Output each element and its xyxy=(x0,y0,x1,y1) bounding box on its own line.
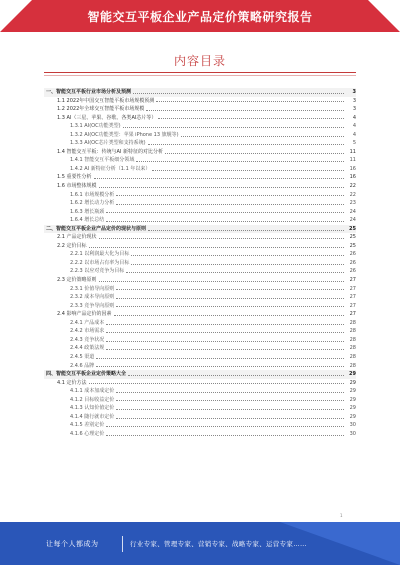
toc-entry-page: 27 xyxy=(349,285,356,292)
toc-leader-dots xyxy=(116,392,344,393)
toc-entry[interactable] xyxy=(44,387,356,396)
toc-entry-label: 2.3 定价策略原则 xyxy=(57,277,97,284)
toc-entry-page: 27 xyxy=(349,302,356,309)
toc-entry-label: 1.6 市场整体规模 xyxy=(57,183,97,190)
toc-entry-label: 2.3.1 价值导向原则 xyxy=(70,285,115,292)
toc-entry-page: 29 xyxy=(349,396,356,403)
toc-entry[interactable] xyxy=(44,302,356,311)
toc-entry[interactable] xyxy=(44,396,356,405)
toc-entry[interactable] xyxy=(44,114,356,123)
toc-leader-dots xyxy=(158,118,344,119)
toc-entry[interactable] xyxy=(44,413,356,422)
toc-entry[interactable] xyxy=(44,165,356,174)
toc-entry[interactable] xyxy=(44,122,356,131)
toc-leader-dots xyxy=(89,383,344,384)
toc-entry[interactable] xyxy=(44,259,356,268)
toc-leader-dots xyxy=(116,204,344,205)
toc-entry[interactable] xyxy=(44,344,356,353)
toc-entry[interactable] xyxy=(44,370,356,379)
toc-entry-page: 27 xyxy=(349,294,356,301)
toc-entry-label: 1.3.2 AI(OC功能类型：苹果 iPhone 13 旗舰等) xyxy=(70,131,179,138)
toc-entry-page: 4 xyxy=(352,114,356,121)
toc-entry-label: 1.6.1 市场规模分析 xyxy=(70,191,115,198)
toc-top-rule xyxy=(44,72,356,73)
footer-banner xyxy=(0,522,400,565)
toc-entry-label: 1.5 重要性分析 xyxy=(57,174,92,181)
toc-entry-label: 2.2.1 以利润最大化为目标 xyxy=(70,251,130,258)
toc-leader-dots xyxy=(181,136,344,137)
toc-entry[interactable] xyxy=(44,233,356,242)
toc-entry-page: 5 xyxy=(352,140,356,147)
toc-leader-dots xyxy=(123,127,344,128)
toc-entry[interactable] xyxy=(44,353,356,362)
toc-entry-label: 二、智能交互平板企业产品定价的现状与原则 xyxy=(46,225,147,232)
footer-roles: 行业专家、管理专家、营销专家、战略专家、运营专家…… xyxy=(130,540,307,548)
toc-entry[interactable] xyxy=(44,131,356,140)
toc-entry-page: 29 xyxy=(349,413,356,420)
toc-leader-dots xyxy=(131,255,344,256)
toc-entry-label: 2.2.2 以市场占有率为目标 xyxy=(70,259,130,266)
toc-entry[interactable] xyxy=(44,250,356,259)
toc-leader-dots xyxy=(116,418,344,419)
toc-leader-dots xyxy=(152,170,344,171)
report-title: 智能交互平板企业产品定价策略研究报告 xyxy=(87,10,313,24)
toc-entry-label: 一、智能交互平板行业市场分析及预测 xyxy=(46,89,132,95)
toc-leader-dots xyxy=(106,435,344,436)
toc-entry[interactable] xyxy=(44,182,356,191)
toc-entry-page: 22 xyxy=(349,191,356,198)
toc-entry-label: 2.3.2 成本导向原则 xyxy=(70,294,115,301)
toc-entry-label: 4.1.6 心理定价 xyxy=(70,430,105,437)
toc-leader-dots xyxy=(99,238,344,239)
toc-entry[interactable] xyxy=(44,105,356,114)
toc-entry[interactable] xyxy=(44,336,356,345)
toc-leader-dots xyxy=(165,153,344,154)
toc-entry-label: 4.1.1 成本加成定价 xyxy=(70,388,115,395)
toc-entry-page: 3 xyxy=(352,89,356,95)
toc-entry-page: 29 xyxy=(349,379,356,386)
toc-entry-page: 28 xyxy=(349,362,356,369)
toc-entry-page: 28 xyxy=(349,345,356,352)
toc-entry-page: 30 xyxy=(349,422,356,429)
toc-leader-dots xyxy=(106,324,344,325)
page-number: 1 xyxy=(340,513,343,518)
toc-leader-dots xyxy=(96,366,344,367)
toc-entry-label: 2.4.1 产品成本 xyxy=(70,319,105,326)
toc-top-rule-thin xyxy=(44,75,356,76)
toc-entry[interactable] xyxy=(44,430,356,439)
toc-entry[interactable] xyxy=(44,173,356,182)
toc-entry-label: 4.1.4 随行就市定价 xyxy=(70,413,115,420)
toc-entry[interactable] xyxy=(44,148,356,157)
toc-entry-page: 4 xyxy=(352,123,356,130)
toc-entry-page: 11 xyxy=(349,148,356,155)
toc-entry-label: 1.6.2 增长动力分析 xyxy=(70,200,115,207)
toc-entry-label: 1.4.2 AI 新特征分析（1.1 年以来） xyxy=(70,165,151,172)
toc-entry-label: 1.6.3 增长瓶颈 xyxy=(70,208,105,215)
toc-entry-page: 16 xyxy=(349,174,356,181)
toc-entry-page: 29 xyxy=(349,371,356,378)
toc-leader-dots xyxy=(156,101,344,102)
toc-entry-page: 26 xyxy=(349,268,356,275)
toc-leader-dots xyxy=(106,426,344,427)
toc-leader-dots xyxy=(131,264,344,265)
toc-entry-label: 2.4.2 市场需求 xyxy=(70,328,105,335)
toc-entry[interactable] xyxy=(44,276,356,285)
toc-leader-dots xyxy=(106,332,344,333)
toc-leader-dots xyxy=(116,306,344,307)
toc-entry[interactable] xyxy=(44,404,356,413)
toc-entry-page: 4 xyxy=(352,131,356,138)
toc-entry-page: 26 xyxy=(349,259,356,266)
toc-entry-label: 2.4.5 渠道 xyxy=(70,353,95,360)
toc-entry[interactable] xyxy=(44,156,356,165)
toc-entry[interactable] xyxy=(44,327,356,336)
toc-entry-label: 4.1.5 差别定价 xyxy=(70,422,105,429)
toc-entry-page: 3 xyxy=(352,106,356,113)
toc-leader-dots xyxy=(106,341,344,342)
toc-entry[interactable] xyxy=(44,225,356,234)
toc-entry-page: 11 xyxy=(349,157,356,164)
toc-entry-label: 1.4 智能交互平板：传统与AI 新特征的对比分析 xyxy=(57,148,164,155)
toc-leader-dots xyxy=(148,230,344,231)
toc-leader-dots xyxy=(116,289,344,290)
toc-leader-dots xyxy=(116,409,344,410)
toc-leader-dots xyxy=(94,178,344,179)
toc-entry-label: 2.4 影响产品定价的因素 xyxy=(57,311,112,318)
toc-leader-dots xyxy=(106,349,344,350)
toc-entry[interactable] xyxy=(44,208,356,217)
table-of-contents xyxy=(44,88,356,438)
toc-leader-dots xyxy=(99,187,344,188)
toc-entry-label: 2.1 产品定价现状 xyxy=(57,234,97,241)
toc-entry-page: 22 xyxy=(349,183,356,190)
toc-leader-dots xyxy=(89,247,344,248)
toc-entry[interactable] xyxy=(44,319,356,328)
toc-entry[interactable] xyxy=(44,139,356,148)
toc-entry-page: 16 xyxy=(349,165,356,172)
toc-entry-page: 27 xyxy=(349,277,356,284)
toc-entry[interactable] xyxy=(44,216,356,225)
toc-leader-dots xyxy=(106,212,344,213)
toc-entry-label: 1.1 2022年中国交互智能平板市场规模预测 xyxy=(57,97,155,104)
toc-entry-label: 4.1.2 目标收益定价 xyxy=(70,396,115,403)
toc-entry-label: 1.3.3 AI(OC芯片类型和支持系统) xyxy=(70,140,146,147)
toc-leader-dots xyxy=(136,161,344,162)
toc-entry-label: 2.2.3 以应对竞争为目标 xyxy=(70,268,125,275)
toc-entry-label: 2.2 定价目标 xyxy=(57,242,87,249)
toc-entry-label: 2.4.4 政策法规 xyxy=(70,345,105,352)
toc-entry[interactable] xyxy=(44,293,356,302)
toc-leader-dots xyxy=(116,195,344,196)
toc-entry-page: 25 xyxy=(349,242,356,249)
toc-leader-dots xyxy=(96,358,344,359)
toc-entry-label: 4.1 定价方法 xyxy=(57,379,87,386)
toc-entry-label: 1.2 2022年全球交互智能平板市场规模 xyxy=(57,106,145,113)
toc-leader-dots xyxy=(146,110,344,111)
toc-entry-label: 1.3.1 AI(OC功能类型) xyxy=(70,123,121,130)
toc-leader-dots xyxy=(116,400,344,401)
toc-entry-page: 23 xyxy=(349,200,356,207)
toc-entry[interactable] xyxy=(44,421,356,430)
toc-leader-dots xyxy=(114,315,344,316)
toc-entry[interactable] xyxy=(44,88,356,97)
toc-entry-page: 28 xyxy=(349,319,356,326)
toc-entry[interactable] xyxy=(44,285,356,294)
footer-slogan: 让每个人都成为 xyxy=(46,540,99,548)
toc-entry-label: 四、智能交互平板企业定价策略大全 xyxy=(46,371,127,378)
toc-entry[interactable] xyxy=(44,267,356,276)
toc-entry-label: 4.1.3 认知价值定价 xyxy=(70,405,115,412)
toc-entry-page: 24 xyxy=(349,217,356,224)
toc-entry[interactable] xyxy=(44,362,356,371)
toc-entry-page: 27 xyxy=(349,311,356,318)
toc-entry-page: 25 xyxy=(349,225,356,232)
toc-entry-label: 1.4.1 智能交互平板细分领域 xyxy=(70,157,135,164)
toc-entry[interactable] xyxy=(44,379,356,388)
toc-entry-label: 2.4.3 竞争状况 xyxy=(70,336,105,343)
toc-entry-label: 1.6.4 增长总结 xyxy=(70,217,105,224)
toc-entry[interactable] xyxy=(44,242,356,251)
toc-entry-page: 29 xyxy=(349,405,356,412)
toc-leader-dots xyxy=(148,144,344,145)
toc-entry[interactable] xyxy=(44,97,356,106)
toc-entry-page: 28 xyxy=(349,336,356,343)
toc-entry-page: 28 xyxy=(349,328,356,335)
toc-entry[interactable] xyxy=(44,199,356,208)
toc-leader-dots xyxy=(116,298,344,299)
toc-leader-dots xyxy=(133,93,344,94)
toc-leader-dots xyxy=(106,221,344,222)
toc-heading: 内容目录 xyxy=(173,54,226,68)
toc-entry-page: 24 xyxy=(349,208,356,215)
toc-entry-page: 30 xyxy=(349,430,356,437)
footer-divider xyxy=(122,536,123,552)
toc-entry[interactable] xyxy=(44,191,356,200)
report-header-banner xyxy=(0,0,400,32)
toc-entry-page: 29 xyxy=(349,388,356,395)
toc-entry-page: 28 xyxy=(349,353,356,360)
toc-entry-page: 3 xyxy=(352,97,356,104)
toc-entry[interactable] xyxy=(44,310,356,319)
toc-entry-page: 26 xyxy=(349,251,356,258)
toc-entry-label: 1.3 AI（三星、苹果、谷歌、各类AI芯片等） xyxy=(57,114,157,121)
toc-leader-dots xyxy=(99,281,344,282)
toc-leader-dots xyxy=(128,375,344,376)
toc-entry-page: 25 xyxy=(349,234,356,241)
toc-entry-label: 2.3.3 竞争导向原则 xyxy=(70,302,115,309)
toc-leader-dots xyxy=(126,272,344,273)
toc-entry-label: 2.4.6 品牌 xyxy=(70,362,95,369)
